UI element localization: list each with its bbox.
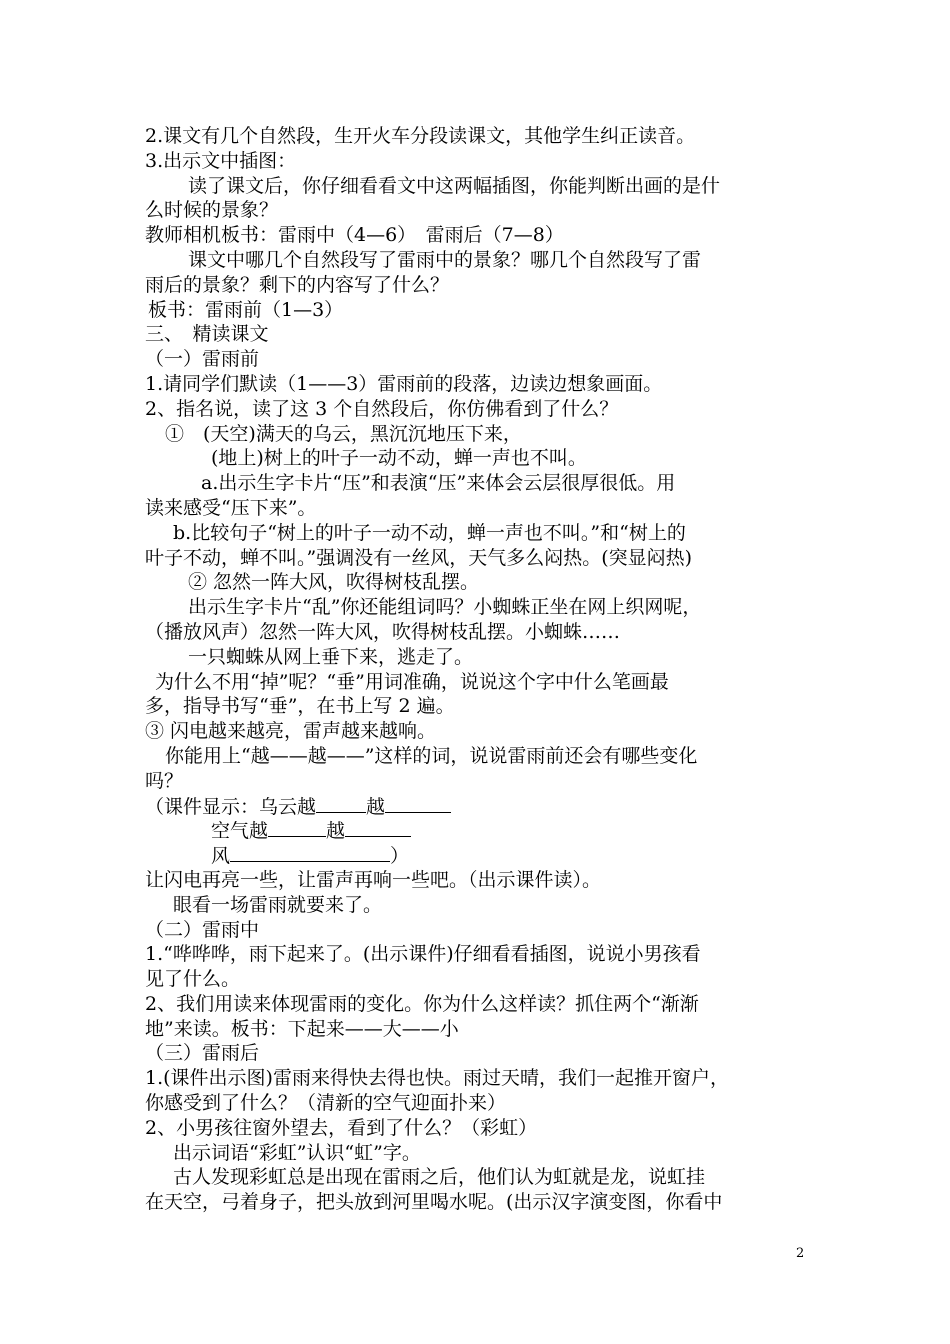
text-line: 出示生字卡片“乱”你还能组词吗？小蜘蛛正坐在网上织网呢，	[188, 596, 702, 619]
text-line: 让闪电再亮一些，让雷声再响一些吧。（出示课件读）。	[145, 868, 602, 891]
text-line: 1.(课件出示图)雷雨来得快去得也快。雨过天晴，我们一起推开窗户，	[145, 1067, 729, 1090]
text-line: 在天空，弓着身子，把头放到河里喝水呢。(出示汉字演变图，你看中	[145, 1191, 723, 1214]
text-line: 雨后的景象？剩下的内容写了什么？	[145, 273, 450, 296]
text-line: 出示词语“彩虹”认识“虹”字。	[173, 1141, 421, 1164]
text-line: 读了课文后，你仔细看看文中这两幅插图，你能判断出画的是什	[188, 174, 721, 197]
text-line: 2.课文有几个自然段，生开火车分段读课文，其他学生纠正读音。	[145, 125, 696, 147]
text-line: 1.“哗哗哗，雨下起来了。(出示课件)仔细看看插图，说说小男孩看	[145, 943, 701, 966]
blank-underline	[345, 818, 411, 837]
text-line: 2、指名说，读了这 3 个自然段后，你仿佛看到了什么？	[145, 397, 619, 420]
page-number: 2	[796, 1246, 805, 1261]
text-line: 你能用上“越——越——”这样的词，说说雷雨前还会有哪些变化	[165, 744, 698, 767]
text-line: 多，指导书写“垂”，在书上写 2 遍。	[145, 695, 455, 718]
text-line: 为什么不用“掉”呢？“垂”用词准确，说说这个字中什么笔画最	[155, 670, 669, 693]
text-line: ② 忽然一阵大风，吹得树枝乱摆。	[188, 571, 480, 594]
text-line: 3.出示文中插图：	[145, 149, 297, 172]
fill-blank-line	[145, 843, 805, 868]
text-line: (地上)树上的叶子一动不动，蝉一声也不叫。	[211, 447, 587, 470]
fill-blank-text: 越	[326, 820, 346, 843]
subsection-heading: （三）雷雨后	[145, 1042, 260, 1065]
fill-blank-line	[145, 818, 805, 843]
subsection-heading: （一）雷雨前	[145, 348, 260, 371]
text-line: 见了什么。	[145, 968, 241, 991]
fill-blank-text: （课件显示：乌云越	[145, 795, 317, 818]
text-line: 叶子不动，蝉不叫。”强调没有一丝风，天气多么闷热。(突显闷热)	[145, 546, 693, 569]
lesson-plan-body	[145, 124, 805, 1215]
text-line: 一只蜘蛛从网上垂下来，逃走了。	[188, 645, 474, 668]
text-line: 眼看一场雷雨就要来了。	[173, 893, 383, 916]
blank-underline	[385, 794, 451, 813]
text-line: 你感受到了什么？（清新的空气迎面扑来）	[145, 1092, 507, 1115]
fill-blank-text: ）	[390, 845, 410, 868]
text-line: 2、我们用读来体现雷雨的变化。你为什么这样读？抓住两个“渐渐	[145, 992, 699, 1015]
text-line: 1.请同学们默读（1——3）雷雨前的段落，边读边想象画面。	[145, 372, 663, 395]
text-line: ③ 闪电越来越亮，雷声越来越响。	[145, 720, 437, 743]
blank-underline	[268, 818, 326, 837]
board-note-line: 教师相机板书：雷雨中（4—6） 雷雨后（7—8）	[145, 224, 564, 247]
fill-blank-text: 越	[366, 795, 386, 818]
text-line: 课文中哪几个自然段写了雷雨中的景象？哪几个自然段写了雷	[188, 248, 702, 271]
board-note-line: 板书：雷雨前（1—3）	[148, 298, 344, 321]
text-line: 地”来读。板书：下起来——大——小	[145, 1017, 459, 1040]
text-line: （播放风声）忽然一阵大风，吹得树枝乱摆。小蜘蛛……	[145, 620, 621, 643]
text-line: 么时候的景象？	[145, 199, 279, 222]
text-line: ① (天空)满天的乌云，黑沉沉地压下来，	[165, 422, 522, 445]
text-line: a.出示生字卡片“压”和表演“压”来体会云层很厚很低。用	[201, 472, 676, 495]
text-line: 古人发现彩虹总是出现在雷雨之后，他们认为虹就是龙，说虹挂	[173, 1166, 706, 1189]
blank-underline	[316, 794, 366, 813]
fill-blank-text: 风	[211, 845, 231, 868]
text-line: b.比较句子“树上的叶子一动不动，蝉一声也不叫。”和“树上的	[173, 521, 686, 544]
blank-underline	[230, 843, 390, 862]
fill-blank-line	[145, 794, 805, 819]
section-heading: 三、 精读课文	[145, 323, 269, 346]
text-line: 读来感受“压下来”。	[145, 496, 317, 519]
text-line: 吗？	[145, 769, 184, 792]
subsection-heading: （二）雷雨中	[145, 918, 260, 941]
text-line: 2、小男孩往窗外望去，看到了什么？（彩虹）	[145, 1116, 538, 1139]
fill-blank-text: 空气越	[211, 820, 269, 843]
